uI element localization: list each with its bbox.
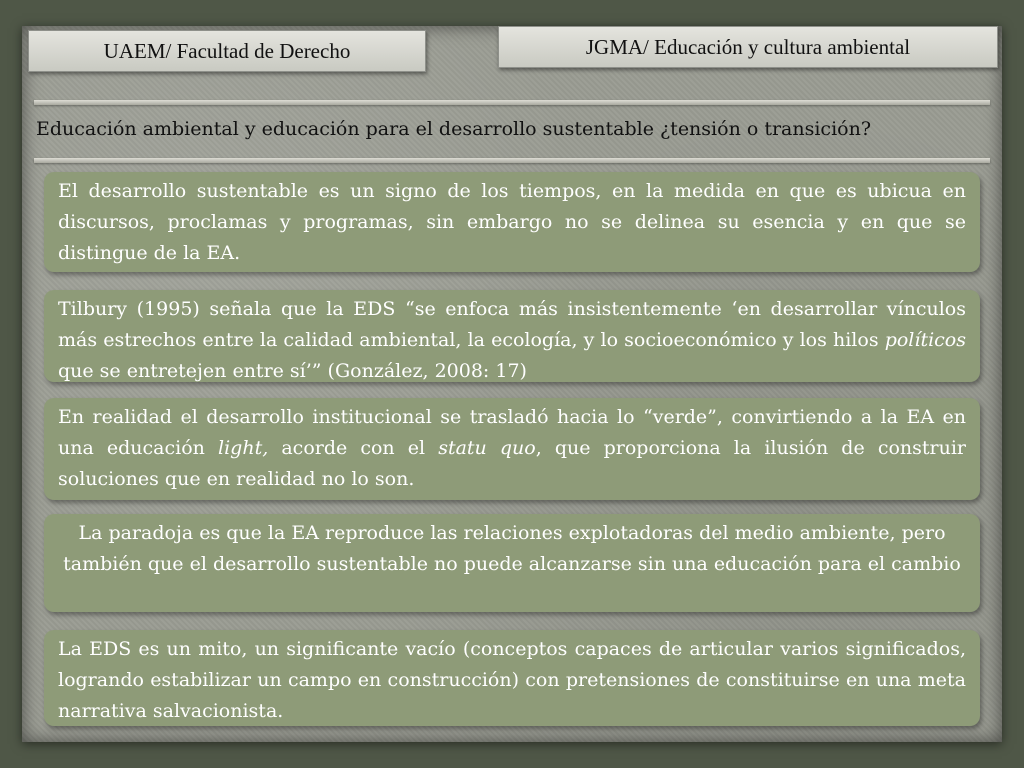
text-box-2-italic-politicos: políticos <box>884 329 966 351</box>
text-box-3-part-3: , que proporciona la ilusión de construir soluciones que en realidad no lo son. <box>58 437 966 490</box>
text-box-3-italic-light: light, <box>218 437 269 459</box>
text-box-5 <box>44 630 980 726</box>
text-box-2 <box>44 290 980 382</box>
header-tab-institution-label: UAEM/ Facultad de Derecho <box>103 38 351 63</box>
header-tab-course-label: JGMA/ Educación y cultura ambiental <box>585 34 911 59</box>
text-box-3-italic-statu-quo: statu quo <box>438 437 536 459</box>
text-box-3-part-2: acorde con el <box>268 437 439 459</box>
text-box-4-content: La paradoja es que la EA reproduce las relaciones explotadoras del medio ambiente, pero también que el desarrollo sustentable no puede alcanzarse sin una educación para el cambio <box>63 522 961 575</box>
divider-top <box>34 100 990 105</box>
text-box-2-part-1: Tilbury (1995) señala que la EDS “se enfoca más insistentemente ‘en desarrollar vínculos más estrechos entre la calidad ambiental, la ecología, y lo socioeconómico y los hilos <box>58 298 966 351</box>
text-box-3 <box>44 398 980 500</box>
text-box-2-part-2: que se entretejen entre sí’” (González, 2008: 17) <box>58 360 527 382</box>
text-box-4 <box>44 514 980 612</box>
text-box-5-content: La EDS es un mito, un significante vacío (conceptos capaces de articular varios significados, logrando estabilizar un campo en construcción) con pretensiones de constituirse en una meta narrativa salvacionista. <box>58 638 966 722</box>
text-box-1-content: El desarrollo sustentable es un signo de los tiempos, en la medida en que es ubicua en discursos, proclamas y programas, sin embargo no se delinea su esencia y en que se distingue de la EA. <box>58 180 966 264</box>
text-box-1 <box>44 172 980 272</box>
divider-bottom <box>34 158 990 163</box>
text-box-3-part-1: En realidad el desarrollo institucional se trasladó hacia lo “verde”, convirtiendo a la EA en una educación <box>58 406 966 459</box>
header-tab-institution <box>28 30 426 72</box>
header-tab-course <box>498 26 998 68</box>
slide-title: Educación ambiental y educación para el desarrollo sustentable ¿tensión o transición? <box>36 118 872 140</box>
